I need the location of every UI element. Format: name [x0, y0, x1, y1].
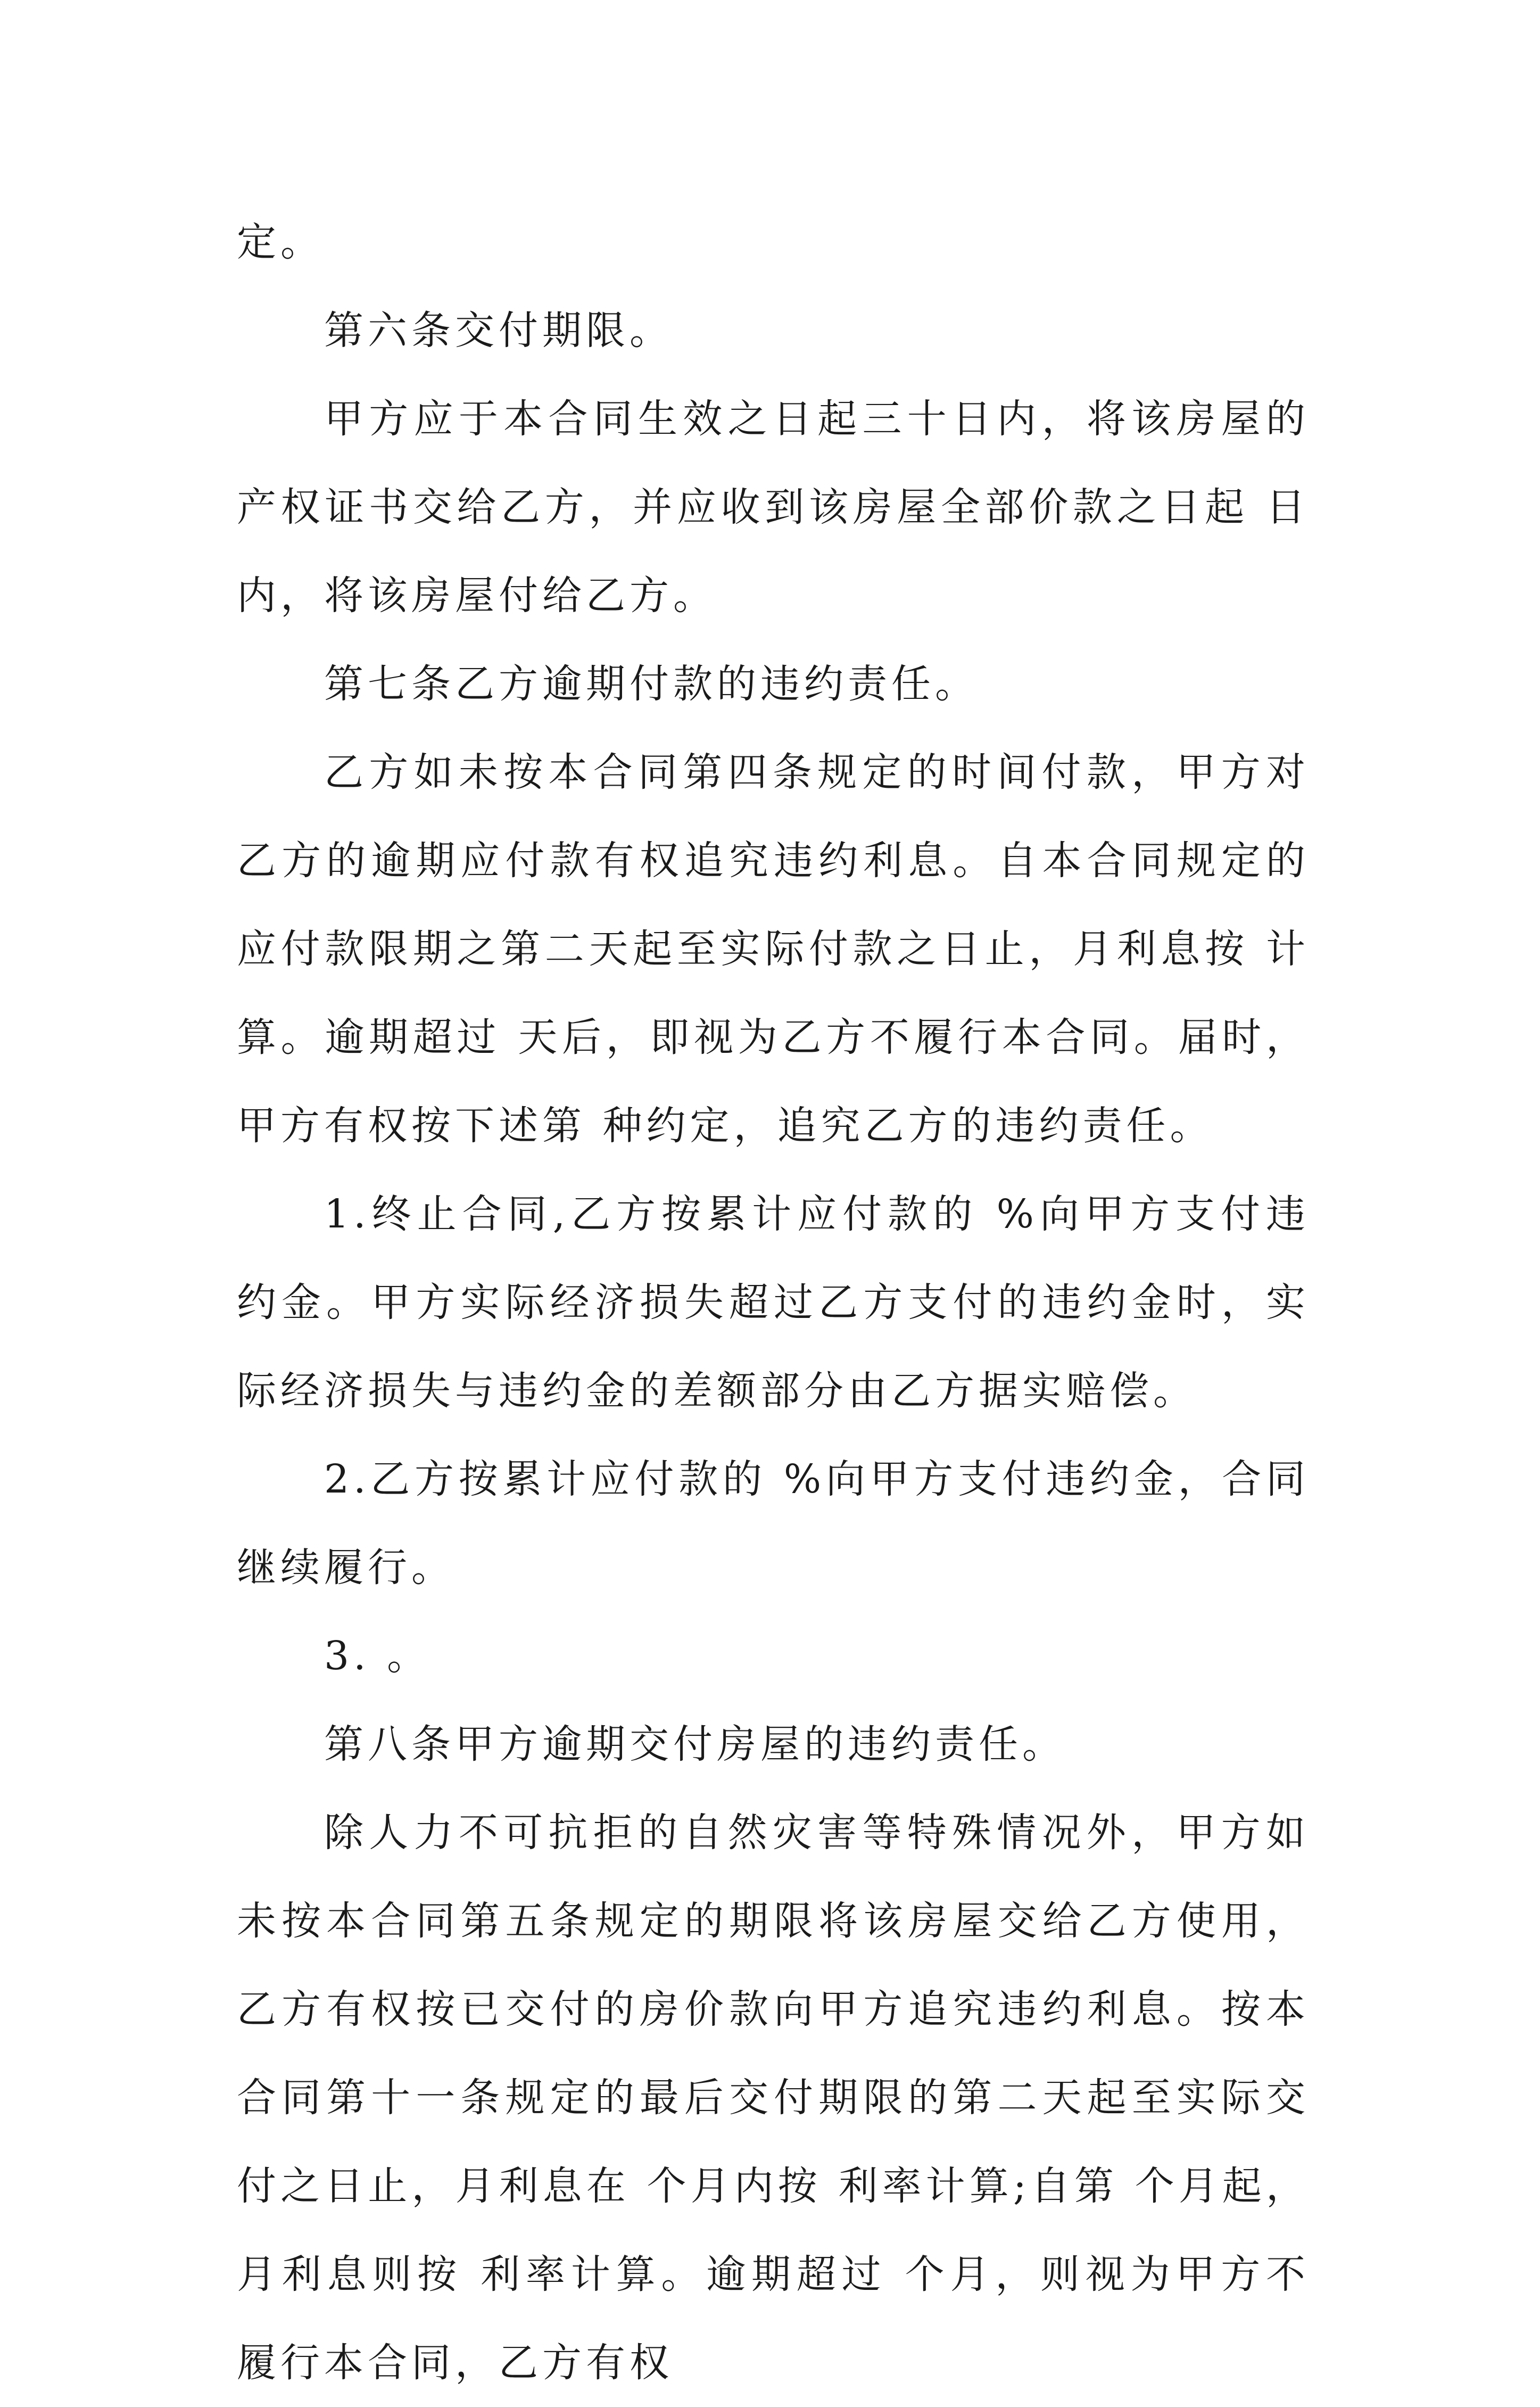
- paragraph-continuation: 定。: [237, 219, 324, 265]
- clause-7-option-3: 3. 。: [324, 1633, 431, 1679]
- clause-7-option-2: 2.乙方按累计应付款的 %向甲方支付违约金，合同继续履行。: [237, 1456, 1310, 1590]
- clause-8-heading: 第八条甲方逾期交付房屋的违约责任。: [324, 1721, 1066, 1767]
- clause-7-body: 乙方如未按本合同第四条规定的时间付款，甲方对乙方的逾期应付款有权追究违约利息。自本合同规定的应付款限期之第二天起至实际付款之日止，月利息按 计算。逾期超过 天后，即视为乙方不履行本合同。届时，甲方有权按下述第 种约定，追究乙方的违约责任。: [237, 749, 1310, 1149]
- clause-7-option-1: 1.终止合同,乙方按累计应付款的 %向甲方支付违约金。甲方实际经济损失超过乙方支付的违约金时，实际经济损失与违约金的差额部分由乙方据实赔偿。: [237, 1191, 1310, 1414]
- clause-6-heading: 第六条交付期限。: [324, 308, 673, 353]
- clause-7-heading: 第七条乙方逾期付款的违约责任。: [324, 661, 979, 707]
- document-body: [237, 198, 1310, 2407]
- clause-6-body: 甲方应于本合同生效之日起三十日内，将该房屋的产权证书交给乙方，并应收到该房屋全部价款之日起 日内，将该房屋付给乙方。: [237, 396, 1310, 619]
- clause-8-body: 除人力不可抗拒的自然灾害等特殊情况外，甲方如未按本合同第五条规定的期限将该房屋交给乙方使用，乙方有权按已交付的房价款向甲方追究违约利息。按本合同第十一条规定的最后交付期限的第二天起至实际交付之日止，月利息在 个月内按 利率计算;自第 个月起，月利息则按 利率计算。逾期超过 个月，则视为甲方不履行本合同，乙方有权: [237, 1810, 1310, 2386]
